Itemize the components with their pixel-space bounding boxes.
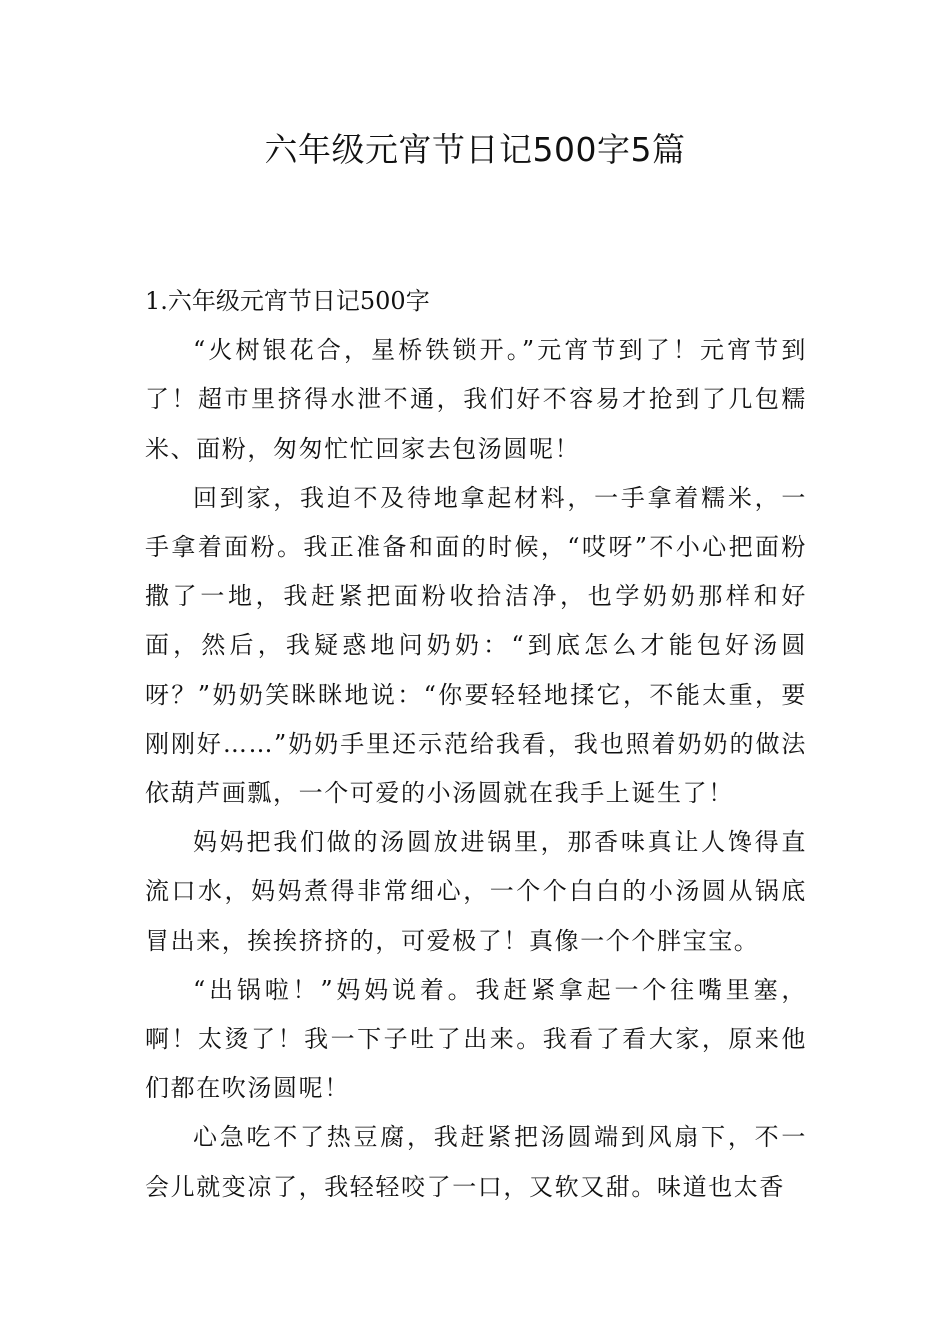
document-title: 六年级元宵节日记500字5篇 xyxy=(264,130,686,169)
article-body xyxy=(145,277,807,1212)
paragraph-4: “出锅啦！”妈妈说着。我赶紧拿起一个往嘴里塞，啊！太烫了！我一下子吐了出来。我看了看大家，原来他们都在吹汤圆呢！ xyxy=(145,975,807,1103)
paragraph-1: “火树银花合，星桥铁锁开。”元宵节到了！元宵节到了！超市里挤得水泄不通，我们好不容易才抢到了几包糯米、面粉，匆匆忙忙回家去包汤圆呢！ xyxy=(145,336,807,463)
paragraph-5: 心急吃不了热豆腐，我赶紧把汤圆端到风扇下，不一会儿就变凉了，我轻轻咬了一口，又软又甜。味道也太香 xyxy=(145,1123,807,1201)
paragraph-2: 回到家，我迫不及待地拿起材料，一手拿着糯米，一手拿着面粉。我正准备和面的时候，“哎呀”不小心把面粉撒了一地，我赶紧把面粉收拾洁净，也学奶奶那样和好面，然后，我疑惑地问奶奶：“到底怎么才能包好汤圆呀？”奶奶笑眯眯地说：“你要轻轻地揉它，不能太重，要刚刚好……”奶奶手里还示范给我看，我也照着奶奶的做法依葫芦画瓢，一个可爱的小汤圆就在我手上诞生了！ xyxy=(145,483,807,808)
section-heading: 1.六年级元宵节日记500字 xyxy=(145,287,430,315)
paragraph-3: 妈妈把我们做的汤圆放进锅里，那香味真让人馋得直流口水，妈妈煮得非常细心，一个个白白的小汤圆从锅底冒出来，挨挨挤挤的，可爱极了！真像一个个胖宝宝。 xyxy=(145,828,807,955)
